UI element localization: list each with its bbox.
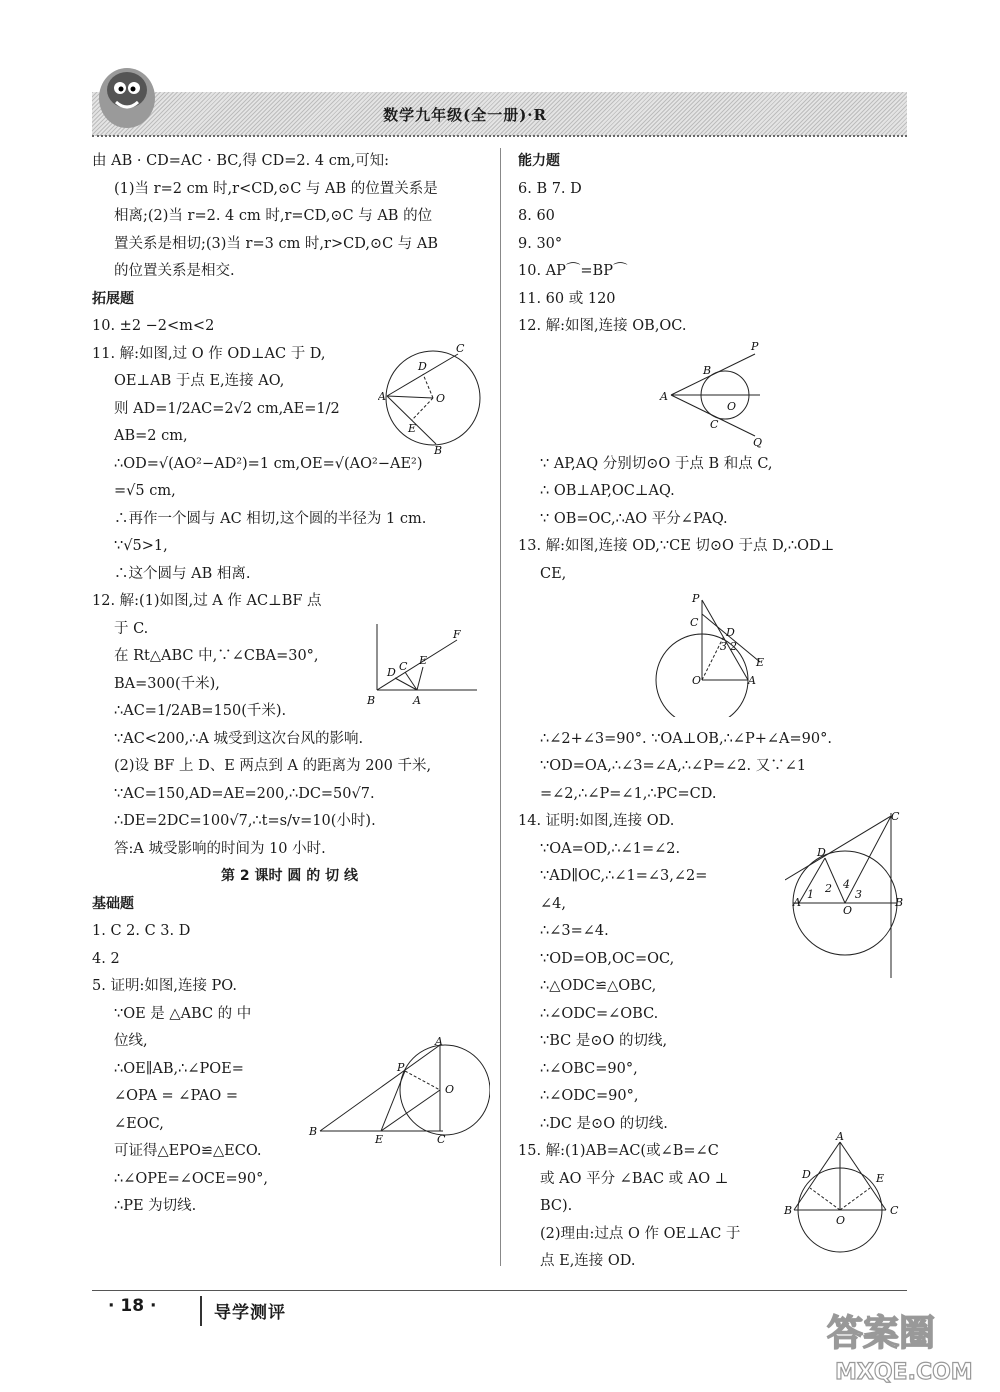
svg-text:C: C bbox=[690, 616, 699, 629]
svg-text:C: C bbox=[891, 810, 900, 823]
column-divider bbox=[500, 148, 501, 1266]
right-text-line: ∴ OB⊥AP,OC⊥AQ. bbox=[540, 483, 675, 499]
svg-text:D: D bbox=[817, 846, 826, 859]
svg-text:E: E bbox=[756, 656, 765, 669]
right-text-line: ∵AD∥OC,∴∠1=∠3,∠2= bbox=[540, 868, 708, 884]
left-text-line: ∠OPA = ∠PAO = bbox=[114, 1088, 238, 1104]
right-text-line: 12. 解:如图,连接 OB,OC. bbox=[518, 318, 687, 334]
right-text-line: 14. 证明:如图,连接 OD. bbox=[518, 813, 675, 829]
svg-text:A: A bbox=[435, 1035, 443, 1048]
svg-text:D: D bbox=[418, 360, 427, 373]
left-text-line: 基础题 bbox=[92, 895, 134, 912]
svg-text:A: A bbox=[748, 674, 756, 687]
left-text-line: BA=300(千米), bbox=[114, 675, 220, 692]
svg-text:O: O bbox=[692, 674, 702, 687]
right-text-line: ∴∠3=∠4. bbox=[540, 923, 609, 939]
svg-text:A: A bbox=[413, 694, 421, 707]
right-text-line: =∠2,∴∠P=∠1,∴PC=CD. bbox=[540, 785, 717, 802]
left-text-line: ∴PE 为切线. bbox=[114, 1198, 197, 1214]
header-band bbox=[92, 92, 907, 136]
svg-text:O: O bbox=[836, 1214, 846, 1227]
right-text-line: ∵BC 是⊙O 的切线, bbox=[540, 1033, 668, 1049]
header-title: 数学九年级(全一册)·R bbox=[383, 106, 547, 124]
left-text-line: 第 2 课时 圆 的 切 线 bbox=[221, 868, 358, 884]
left-text-line: ∵AC=150,AD=AE=200,∴DC=50√7. bbox=[114, 785, 375, 802]
left-text-line: (2)设 BF 上 D、E 两点到 A 的距离为 200 千米, bbox=[114, 758, 432, 774]
right-text-line: ∵OA=OD,∴∠1=∠2. bbox=[540, 840, 681, 857]
header-rule bbox=[92, 135, 907, 137]
left-text-line: 的位置关系是相交. bbox=[114, 263, 235, 279]
right-text-line: CE, bbox=[540, 565, 567, 582]
left-text-line: ∴这个圆与 AB 相离. bbox=[114, 565, 251, 582]
svg-text:B: B bbox=[895, 896, 904, 909]
left-text-line: ∵√5>1, bbox=[114, 538, 168, 554]
svg-text:B: B bbox=[367, 694, 376, 707]
right-text-line: 10. AP⌒=BP⌒ bbox=[518, 263, 628, 279]
svg-text:MXQE.COM: MXQE.COM bbox=[835, 1360, 973, 1385]
svg-text:D: D bbox=[387, 666, 396, 679]
right-text-line: 11. 60 或 120 bbox=[518, 290, 616, 307]
left-text-line: 11. 解:如图,过 O 作 OD⊥AC 于 D, bbox=[92, 345, 326, 362]
left-text-line: 于 C. bbox=[114, 620, 149, 637]
svg-text:E: E bbox=[375, 1133, 384, 1146]
left-text-line: ∴再作一个圆与 AC 相切,这个圆的半径为 1 cm. bbox=[114, 510, 427, 527]
svg-text:3: 3 bbox=[855, 888, 862, 901]
left-text-line: AB=2 cm, bbox=[114, 428, 188, 444]
right-text-line: ∵OD=OB,OC=OC, bbox=[540, 950, 675, 967]
book-title: 导学测评 bbox=[214, 1303, 286, 1323]
right-text-line: ∴∠2+∠3=90°. ∵OA⊥OB,∴∠P+∠A=90°. bbox=[540, 730, 832, 747]
svg-text:O: O bbox=[727, 400, 737, 413]
figure-r13-circle bbox=[650, 592, 775, 717]
left-text-line: 12. 解:(1)如图,过 A 作 AC⊥BF 点 bbox=[92, 593, 322, 609]
footer-rule bbox=[92, 1290, 907, 1291]
left-text-line: ∴∠OPE=∠OCE=90°, bbox=[114, 1170, 268, 1187]
right-text-line: ∴∠OBC=90°, bbox=[540, 1060, 638, 1077]
right-text-line: ∵OD=OA,∴∠3=∠A,∴∠P=∠2. 又∵∠1 bbox=[540, 758, 807, 774]
left-text-line: 置关系是相切;(3)当 r=3 cm 时,r>CD,⊙C 与 AB bbox=[114, 235, 439, 252]
left-text-line: 拓展题 bbox=[92, 290, 134, 307]
svg-text:P: P bbox=[692, 592, 700, 605]
right-text-line: 13. 解:如图,连接 OD,∵CE 切⊙O 于点 D,∴OD⊥ bbox=[518, 538, 835, 554]
right-text-line: ∠4, bbox=[540, 895, 566, 912]
right-text-line: ∵ OB=OC,∴AO 平分∠PAQ. bbox=[540, 510, 728, 527]
left-text-line: 10. ±2 −2<m<2 bbox=[92, 318, 215, 334]
left-text-line: 可证得△EPO≌△ECO. bbox=[114, 1143, 262, 1159]
svg-text:C: C bbox=[437, 1133, 446, 1146]
right-text-line: 能力题 bbox=[518, 153, 560, 169]
figure-r12-tangents bbox=[655, 340, 770, 450]
svg-text:C: C bbox=[399, 660, 408, 673]
svg-text:4: 4 bbox=[843, 878, 850, 891]
page-number: · 18 · bbox=[108, 1296, 157, 1316]
svg-text:B: B bbox=[309, 1125, 318, 1138]
figure-r14-circle bbox=[785, 808, 910, 988]
left-text-line: 由 AB · CD=AC · BC,得 CD=2. 4 cm,可知: bbox=[92, 153, 390, 169]
svg-text:2: 2 bbox=[730, 640, 737, 653]
svg-text:B: B bbox=[703, 364, 712, 377]
svg-text:B: B bbox=[784, 1204, 793, 1217]
right-text-line: 点 E,连接 OD. bbox=[540, 1253, 636, 1269]
svg-text:A: A bbox=[836, 1132, 844, 1143]
right-text-line: 8. 60 bbox=[518, 208, 555, 224]
svg-text:A: A bbox=[793, 896, 801, 909]
left-text-line: 位线, bbox=[114, 1033, 148, 1049]
svg-text:O: O bbox=[843, 904, 853, 917]
right-text-line: ∴∠ODC=90°, bbox=[540, 1088, 639, 1104]
svg-text:A: A bbox=[378, 390, 386, 403]
svg-text:B: B bbox=[434, 444, 443, 455]
left-text-line: 5. 证明:如图,连接 PO. bbox=[92, 978, 237, 994]
left-text-line: ∵AC<200,∴A 城受到这次台风的影响. bbox=[114, 730, 364, 747]
right-text-line: ∴DC 是⊙O 的切线. bbox=[540, 1115, 668, 1132]
svg-text:答案圈: 答案圈 bbox=[827, 1313, 936, 1354]
left-text-line: 1. C 2. C 3. D bbox=[92, 923, 191, 939]
svg-text:D: D bbox=[802, 1168, 811, 1181]
svg-text:C: C bbox=[890, 1204, 899, 1217]
svg-text:O: O bbox=[445, 1083, 455, 1096]
left-text-line: ∵OE 是 △ABC 的 中 bbox=[114, 1005, 252, 1022]
svg-text:3: 3 bbox=[720, 640, 727, 653]
right-text-line: 或 AO 平分 ∠BAC 或 AO ⊥ bbox=[540, 1170, 729, 1187]
svg-text:C: C bbox=[710, 418, 719, 431]
svg-text:A: A bbox=[660, 390, 668, 403]
right-text-line: ∵ AP,AQ 分别切⊙O 于点 B 和点 C, bbox=[540, 455, 773, 472]
left-text-line: 则 AD=1/2AC=2√2 cm,AE=1/2 bbox=[114, 400, 340, 417]
svg-text:P: P bbox=[397, 1061, 405, 1074]
figure-q11-circle bbox=[378, 340, 488, 455]
right-text-line: 6. B 7. D bbox=[518, 180, 582, 197]
svg-text:E: E bbox=[876, 1172, 885, 1185]
svg-text:2: 2 bbox=[825, 882, 832, 895]
figure-q5-tangent bbox=[305, 1035, 490, 1150]
svg-text:E: E bbox=[408, 422, 417, 435]
left-text-line: 相离;(2)当 r=2. 4 cm 时,r=CD,⊙C 与 AB 的位 bbox=[114, 208, 433, 224]
right-text-line: ∴∠ODC=∠OBC. bbox=[540, 1005, 659, 1022]
svg-text:Q: Q bbox=[753, 436, 763, 449]
watermark-logo bbox=[825, 1305, 975, 1385]
right-text-line: (2)理由:过点 O 作 OE⊥AC 于 bbox=[540, 1225, 741, 1242]
left-text-line: ∴OE∥AB,∴∠POE= bbox=[114, 1060, 244, 1077]
figure-q12-axes bbox=[365, 620, 480, 715]
left-text-line: 答:A 城受影响的时间为 10 小时. bbox=[114, 840, 326, 857]
left-text-line: ∴AC=1/2AB=150(千米). bbox=[114, 703, 287, 719]
left-text-line: 4. 2 bbox=[92, 950, 120, 967]
svg-text:F: F bbox=[453, 628, 461, 641]
left-text-line: 在 Rt△ABC 中,∵∠CBA=30°, bbox=[114, 648, 319, 664]
svg-text:E: E bbox=[419, 654, 428, 667]
right-text-line: BC). bbox=[540, 1198, 573, 1214]
mascot-logo bbox=[92, 60, 162, 138]
svg-text:1: 1 bbox=[807, 888, 814, 901]
figure-r15-triangle bbox=[780, 1132, 905, 1257]
left-text-line: ∴OD=√(AO²−AD²)=1 cm,OE=√(AO²−AE²) bbox=[114, 455, 423, 472]
right-text-line: ∴△ODC≌△OBC, bbox=[540, 978, 657, 994]
right-text-line: 9. 30° bbox=[518, 235, 563, 252]
svg-text:P: P bbox=[751, 340, 759, 353]
svg-text:O: O bbox=[436, 392, 446, 405]
left-text-line: ∴DE=2DC=100√7,∴t=s/v=10(小时). bbox=[114, 813, 376, 829]
right-text-line: 15. 解:(1)AB=AC(或∠B=∠C bbox=[518, 1143, 719, 1159]
footer-divider bbox=[200, 1296, 202, 1326]
left-text-line: =√5 cm, bbox=[114, 483, 176, 499]
left-text-line: ∠EOC, bbox=[114, 1115, 164, 1132]
left-text-line: OE⊥AB 于点 E,连接 AO, bbox=[114, 373, 285, 389]
left-text-line: (1)当 r=2 cm 时,r<CD,⊙C 与 AB 的位置关系是 bbox=[114, 180, 438, 197]
svg-text:C: C bbox=[456, 342, 465, 355]
svg-text:D: D bbox=[726, 626, 735, 639]
